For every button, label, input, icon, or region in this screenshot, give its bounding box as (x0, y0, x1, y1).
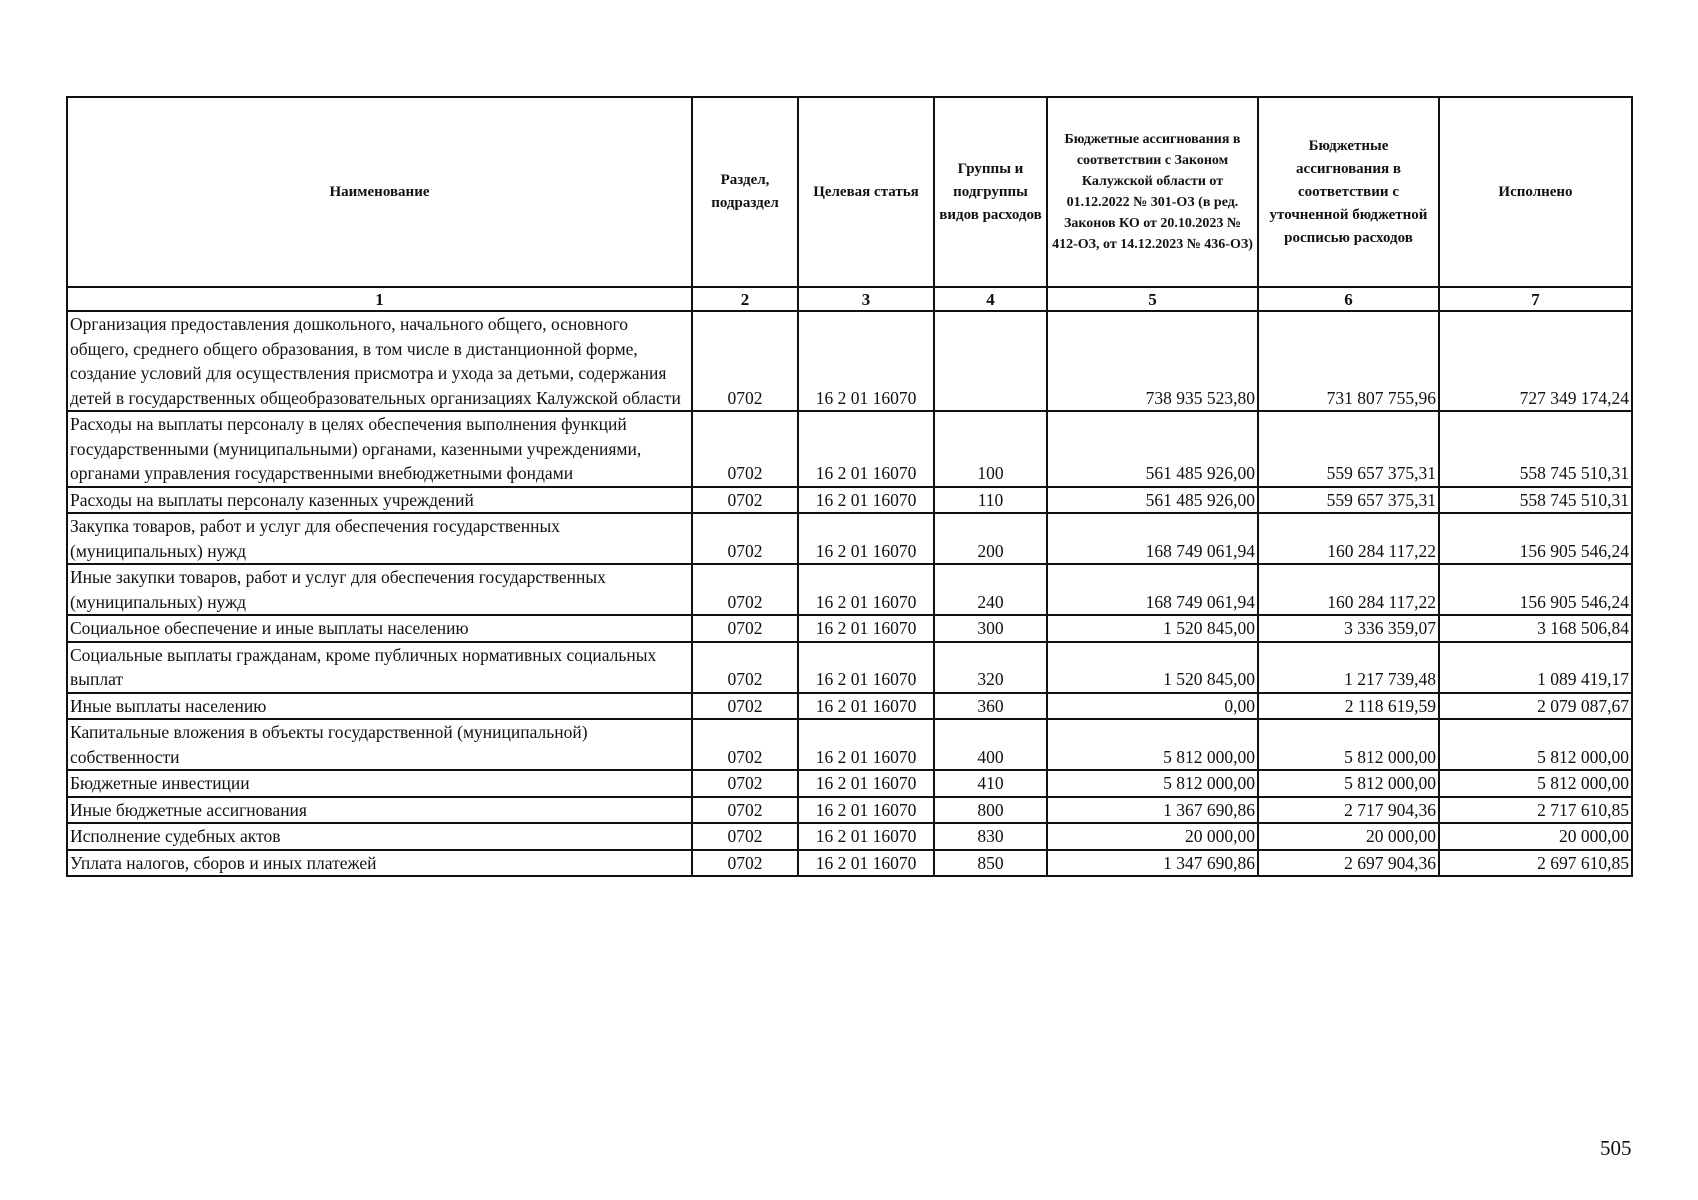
row-section: 0702 (692, 411, 798, 487)
row-executed-amount: 3 168 506,84 (1439, 615, 1632, 642)
row-refined-amount: 559 657 375,31 (1258, 411, 1439, 487)
row-refined-amount: 3 336 359,07 (1258, 615, 1439, 642)
row-executed-amount: 1 089 419,17 (1439, 642, 1632, 693)
table-row (67, 564, 1632, 615)
page-number: 505 (1600, 1136, 1632, 1160)
table-row (67, 513, 1632, 564)
row-refined-amount: 2 717 904,36 (1258, 797, 1439, 824)
header-executed: Исполнено (1439, 97, 1632, 287)
row-name: Исполнение судебных актов (67, 823, 692, 850)
row-executed-amount: 2 079 087,67 (1439, 693, 1632, 720)
header-name: Наименование (67, 97, 692, 287)
row-target: 16 2 01 16070 (798, 487, 934, 514)
row-target: 16 2 01 16070 (798, 311, 934, 411)
table-row (67, 642, 1632, 693)
row-law-amount: 5 812 000,00 (1047, 770, 1258, 797)
row-target: 16 2 01 16070 (798, 642, 934, 693)
row-refined-amount: 1 217 739,48 (1258, 642, 1439, 693)
table-row (67, 850, 1632, 877)
table-row (67, 311, 1632, 411)
row-section: 0702 (692, 615, 798, 642)
row-executed-amount: 5 812 000,00 (1439, 719, 1632, 770)
row-name: Социальные выплаты гражданам, кроме публичных нормативных социальных выплат (67, 642, 692, 693)
row-executed-amount: 156 905 546,24 (1439, 564, 1632, 615)
row-group: 320 (934, 642, 1047, 693)
row-refined-amount: 20 000,00 (1258, 823, 1439, 850)
row-law-amount: 5 812 000,00 (1047, 719, 1258, 770)
row-group: 360 (934, 693, 1047, 720)
row-section: 0702 (692, 642, 798, 693)
column-number: 6 (1258, 287, 1439, 311)
table-row (67, 615, 1632, 642)
row-target: 16 2 01 16070 (798, 615, 934, 642)
row-law-amount: 168 749 061,94 (1047, 564, 1258, 615)
row-section: 0702 (692, 693, 798, 720)
row-group: 110 (934, 487, 1047, 514)
row-refined-amount: 160 284 117,22 (1258, 564, 1439, 615)
column-number: 1 (67, 287, 692, 311)
column-number: 7 (1439, 287, 1632, 311)
table-body (67, 311, 1632, 876)
row-executed-amount: 558 745 510,31 (1439, 411, 1632, 487)
row-section: 0702 (692, 850, 798, 877)
row-group: 100 (934, 411, 1047, 487)
column-number-row (67, 287, 1632, 311)
table-row (67, 719, 1632, 770)
row-law-amount: 20 000,00 (1047, 823, 1258, 850)
column-number: 4 (934, 287, 1047, 311)
row-refined-amount: 160 284 117,22 (1258, 513, 1439, 564)
table-row (67, 411, 1632, 487)
row-executed-amount: 2 697 610,85 (1439, 850, 1632, 877)
budget-execution-table (66, 96, 1633, 877)
row-law-amount: 1 520 845,00 (1047, 615, 1258, 642)
header-refined-appropriations: Бюджетные ассигнования в соответствии с уточненной бюджетной росписью расходов (1258, 97, 1439, 287)
row-name: Бюджетные инвестиции (67, 770, 692, 797)
header-row (67, 97, 1632, 287)
table-row (67, 770, 1632, 797)
row-refined-amount: 5 812 000,00 (1258, 770, 1439, 797)
row-law-amount: 1 347 690,86 (1047, 850, 1258, 877)
row-law-amount: 738 935 523,80 (1047, 311, 1258, 411)
row-target: 16 2 01 16070 (798, 797, 934, 824)
row-group: 800 (934, 797, 1047, 824)
row-group: 830 (934, 823, 1047, 850)
row-group: 400 (934, 719, 1047, 770)
header-target: Целевая статья (798, 97, 934, 287)
row-group: 300 (934, 615, 1047, 642)
header-law-appropriations: Бюджетные ассигнования в соответствии с Законом Калужской области от 01.12.2022 № 301-ОЗ (в ред. Законов КО от 20.10.2023 № 412-ОЗ, от 14.12.2023 № 436-ОЗ) (1047, 97, 1258, 287)
row-target: 16 2 01 16070 (798, 513, 934, 564)
row-executed-amount: 20 000,00 (1439, 823, 1632, 850)
row-section: 0702 (692, 797, 798, 824)
row-executed-amount: 2 717 610,85 (1439, 797, 1632, 824)
column-number: 5 (1047, 287, 1258, 311)
row-name: Расходы на выплаты персоналу казенных учреждений (67, 487, 692, 514)
row-refined-amount: 731 807 755,96 (1258, 311, 1439, 411)
row-target: 16 2 01 16070 (798, 693, 934, 720)
table-row (67, 823, 1632, 850)
row-law-amount: 1 520 845,00 (1047, 642, 1258, 693)
row-name: Иные бюджетные ассигнования (67, 797, 692, 824)
row-name: Иные закупки товаров, работ и услуг для обеспечения государственных (муниципальных) нужд (67, 564, 692, 615)
row-name: Капитальные вложения в объекты государственной (муниципальной) собственности (67, 719, 692, 770)
row-section: 0702 (692, 513, 798, 564)
row-executed-amount: 5 812 000,00 (1439, 770, 1632, 797)
row-refined-amount: 2 697 904,36 (1258, 850, 1439, 877)
row-group: 850 (934, 850, 1047, 877)
row-target: 16 2 01 16070 (798, 564, 934, 615)
row-name: Иные выплаты населению (67, 693, 692, 720)
row-name: Организация предоставления дошкольного, начального общего, основного общего, среднего общего образования, в том числе в дистанционной форме, создание условий для осуществления присмотра и ухода за детьми, содержания детей в государственных общеобразовательных организациях Калужской области (67, 311, 692, 411)
row-target: 16 2 01 16070 (798, 850, 934, 877)
row-group: 200 (934, 513, 1047, 564)
row-section: 0702 (692, 564, 798, 615)
row-section: 0702 (692, 487, 798, 514)
row-executed-amount: 156 905 546,24 (1439, 513, 1632, 564)
row-law-amount: 0,00 (1047, 693, 1258, 720)
row-name: Уплата налогов, сборов и иных платежей (67, 850, 692, 877)
row-section: 0702 (692, 770, 798, 797)
row-section: 0702 (692, 823, 798, 850)
row-refined-amount: 559 657 375,31 (1258, 487, 1439, 514)
row-executed-amount: 727 349 174,24 (1439, 311, 1632, 411)
row-group (934, 311, 1047, 411)
row-section: 0702 (692, 311, 798, 411)
table-row (67, 487, 1632, 514)
header-section: Раздел, подраздел (692, 97, 798, 287)
row-law-amount: 561 485 926,00 (1047, 411, 1258, 487)
row-law-amount: 561 485 926,00 (1047, 487, 1258, 514)
row-refined-amount: 2 118 619,59 (1258, 693, 1439, 720)
column-number: 2 (692, 287, 798, 311)
row-section: 0702 (692, 719, 798, 770)
table-row (67, 693, 1632, 720)
header-groups: Группы и подгруппы видов расходов (934, 97, 1047, 287)
row-executed-amount: 558 745 510,31 (1439, 487, 1632, 514)
row-target: 16 2 01 16070 (798, 411, 934, 487)
column-number: 3 (798, 287, 934, 311)
row-name: Социальное обеспечение и иные выплаты населению (67, 615, 692, 642)
row-target: 16 2 01 16070 (798, 823, 934, 850)
row-target: 16 2 01 16070 (798, 770, 934, 797)
row-law-amount: 168 749 061,94 (1047, 513, 1258, 564)
table-row (67, 797, 1632, 824)
row-group: 410 (934, 770, 1047, 797)
row-name: Закупка товаров, работ и услуг для обеспечения государственных (муниципальных) нужд (67, 513, 692, 564)
row-refined-amount: 5 812 000,00 (1258, 719, 1439, 770)
row-law-amount: 1 367 690,86 (1047, 797, 1258, 824)
row-name: Расходы на выплаты персоналу в целях обеспечения выполнения функций государственными (муниципальными) органами, казенными учреждениями, органами управления государственными внебюджетными фондами (67, 411, 692, 487)
row-target: 16 2 01 16070 (798, 719, 934, 770)
row-group: 240 (934, 564, 1047, 615)
